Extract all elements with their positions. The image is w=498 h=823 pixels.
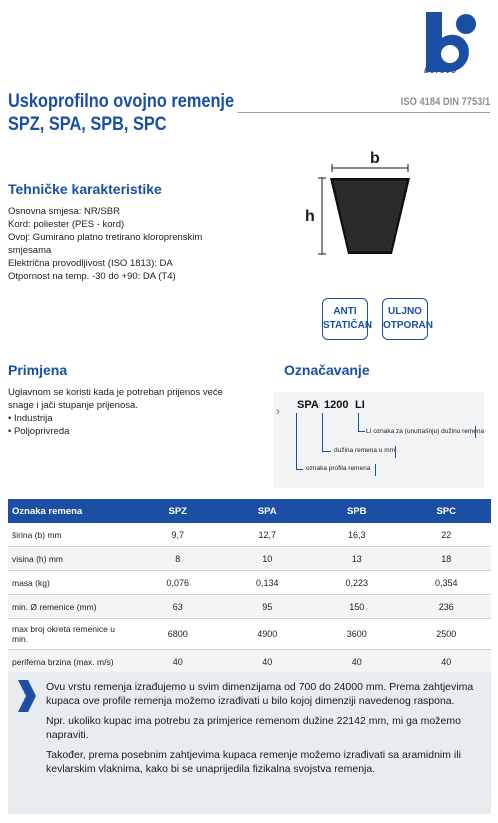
table-header-row [8, 499, 491, 523]
technical-line: Ovoj: Gumirano platno tretirano kloroprenskim smjesama [8, 232, 203, 256]
marking-bracket-length [322, 413, 331, 452]
badge-line: STATIČAN [323, 320, 373, 331]
table-cell: 40 [402, 650, 492, 674]
table-cell: 63 [133, 595, 223, 619]
application-item: • Industrija [8, 413, 53, 424]
marking-note-length: dužina remena u mm [334, 447, 396, 454]
chevron-right-icon: › [276, 404, 280, 418]
marking-bracket-profile-end [374, 464, 376, 476]
table-row [8, 650, 491, 674]
badge-line: ANTI [333, 306, 357, 317]
marking-bracket-li [358, 413, 365, 432]
technical-heading: Tehničke karakteristike [8, 181, 162, 197]
marking-bracket-li-end [474, 426, 476, 438]
badge-line: ULJNO [388, 306, 422, 317]
marking-bracket-profile [296, 413, 303, 470]
marking-heading: Označavanje [284, 362, 370, 378]
table-header-cell: SPC [402, 499, 492, 523]
info-paragraph: Također, prema posebnim zahtjevima kupaca remenje možemo izrađivati sa aramidnim ili kevlarskim vlaknima, kako bi se unaprijedila fizikalna svojstva remenja. [46, 749, 461, 775]
table-row [8, 547, 491, 571]
info-paragraph: Npr. ukoliko kupac ima potrebu za primjerice remenom dužine 22142 mm, mi ga možemo napraviti. [46, 715, 461, 741]
table-cell: 0,076 [133, 571, 223, 595]
marking-note-profile: oznaka profila remena [306, 465, 371, 472]
table-row [8, 595, 491, 619]
technical-line: Otpornost na temp. -30 do +90: DA (T4) [8, 271, 176, 282]
spec-table [8, 499, 491, 674]
info-text [46, 680, 484, 782]
table-cell: 40 [312, 650, 402, 674]
badge-line: OTPORAN [383, 320, 433, 331]
technical-list [8, 205, 248, 283]
marking-note-li: LI oznaka za (unutrašnju) dužinu remena [366, 428, 485, 435]
application-item: • Poljoprivreda [8, 426, 70, 437]
table-cell: visina (h) mm [8, 547, 133, 571]
width-label-b: b [370, 150, 380, 167]
table-cell: 22 [402, 523, 492, 547]
antistatic-badge [322, 298, 373, 340]
title-line-2: SPZ, SPA, SPB, SPC [8, 114, 167, 135]
table-cell: max broj okreta remenice u min. [8, 619, 133, 650]
application-heading: Primjena [8, 362, 68, 378]
table-cell: masa (kg) [8, 571, 133, 595]
table-cell: 9,7 [133, 523, 223, 547]
table-row [8, 523, 491, 547]
table-cell: 18 [402, 547, 492, 571]
marking-profile-code: SPA [297, 399, 319, 411]
table-cell: 2500 [402, 619, 492, 650]
table-row [8, 619, 491, 650]
standard-label: ISO 4184 DIN 7753/1 [397, 96, 490, 108]
application-text-block [8, 386, 248, 438]
page-title [8, 90, 235, 136]
oil-resistant-badge [382, 298, 433, 340]
logo-text: ßorovo [424, 66, 458, 75]
table-cell: 0,223 [312, 571, 402, 595]
technical-line: Kord: poliester (PES - kord) [8, 219, 125, 230]
table-cell: širina (b) mm [8, 523, 133, 547]
table-cell: 40 [133, 650, 223, 674]
table-cell: 236 [402, 595, 492, 619]
technical-line: Osnovna smjesa: NR/SBR [8, 206, 120, 217]
table-cell: periferna brzina (max. m/s) [8, 650, 133, 674]
belt-cross-section-diagram [300, 150, 420, 260]
table-cell: min. Ø remenice (mm) [8, 595, 133, 619]
table-cell: 10 [223, 547, 313, 571]
height-label-h: h [305, 208, 315, 225]
table-cell: 6800 [133, 619, 223, 650]
table-header-cell: Oznaka remena [8, 499, 133, 523]
table-cell: 16,3 [312, 523, 402, 547]
table-cell: 4900 [223, 619, 313, 650]
table-cell: 13 [312, 547, 402, 571]
table-cell: 95 [223, 595, 313, 619]
table-cell: 12,7 [223, 523, 313, 547]
table-cell: 40 [223, 650, 313, 674]
table-cell: 150 [312, 595, 402, 619]
table-header-cell: SPZ [133, 499, 223, 523]
marking-li-code: LI [355, 399, 365, 411]
title-line-1: Uskoprofilno ovojno remenje [8, 90, 238, 113]
info-paragraph: Ovu vrstu remenja izrađujemo u svim dimenzijama od 700 do 24000 mm. Prema zahtjevima kupaca ove profile remenja možemo izrađivati u bilo kojoj dimenziji navedenog raspona. [46, 681, 474, 707]
table-row [8, 571, 491, 595]
chevron-right-icon [14, 678, 38, 714]
table-cell: 3600 [312, 619, 402, 650]
technical-line: Električna provodljivost (ISO 1813): DA [8, 258, 173, 269]
table-header-cell: SPB [312, 499, 402, 523]
marking-bracket-length-end [394, 446, 396, 458]
marking-length-code: 1200 [324, 399, 349, 411]
table-cell: 8 [133, 547, 223, 571]
table-cell: 0,354 [402, 571, 492, 595]
table-cell: 0,134 [223, 571, 313, 595]
application-text: Uglavnom se koristi kada je potreban prijenos veće snage i jači stupanje prijenosa. [8, 387, 223, 411]
table-header-cell: SPA [223, 499, 313, 523]
